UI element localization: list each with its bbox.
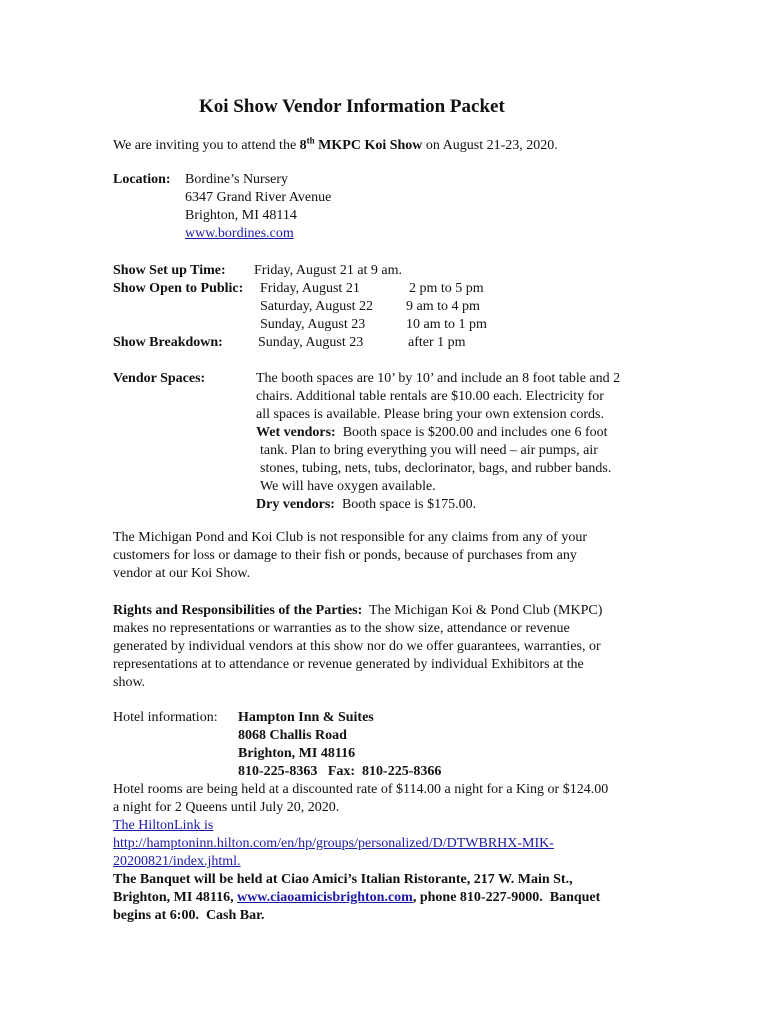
rights-paragraph <box>113 602 602 692</box>
public-time: 9 am to 4 pm <box>406 299 480 314</box>
vendor-text <box>256 370 620 514</box>
hilton-link[interactable]: 20200821/index.jhtml. <box>113 854 241 869</box>
rights-line: generated by individual vendors at this show nor do we offer guarantees, warranties, or <box>113 639 601 654</box>
hotel-details <box>113 781 608 925</box>
hotel-name: Hampton Inn & Suites <box>238 710 374 725</box>
hotel-phones: 810-225-8363 Fax: 810-225-8366 <box>238 764 442 779</box>
location-address <box>185 171 331 243</box>
public-time: 2 pm to 5 pm <box>409 281 484 296</box>
hilton-link[interactable]: http://hamptoninn.hilton.com/en/hp/groups/personalized/D/DTWBRHX-MIK- <box>113 836 554 851</box>
vendor-line: all spaces is available. Please bring your own extension cords. <box>256 407 604 422</box>
vendor-label: Vendor Spaces: <box>113 371 206 386</box>
disclaimer-paragraph <box>113 529 587 583</box>
wet-vendors-line <box>256 424 620 442</box>
public-time: 10 am to 1 pm <box>406 317 487 332</box>
hotel-city: Brighton, MI 48116 <box>238 746 356 761</box>
banquet-prefix: Brighton, MI 48116, <box>113 890 238 905</box>
location-label: Location: <box>113 172 171 187</box>
rights-line <box>113 602 602 620</box>
show-name: MKPC Koi Show <box>314 138 423 153</box>
disclaimer-line: The Michigan Pond and Koi Club is not responsible for any claims from any of your <box>113 530 587 545</box>
breakdown-time: after 1 pm <box>408 335 466 350</box>
banquet-line: The Banquet will be held at Ciao Amici’s Italian Ristorante, 217 W. Main St., <box>113 872 573 887</box>
breakdown-label: Show Breakdown: <box>113 335 223 350</box>
intro-prefix: We are inviting you to attend the <box>113 138 300 153</box>
rights-line: makes no representations or warranties as to the show size, attendance or revenue <box>113 621 570 636</box>
wet-vendors-line: tank. Plan to bring everything you will need – air pumps, air <box>260 443 598 458</box>
ordinal-number: 8 <box>299 138 307 153</box>
setup-value: Friday, August 21 at 9 am. <box>254 263 403 278</box>
public-day: Saturday, August 22 <box>260 299 374 314</box>
dry-vendors-text: Booth space is $175.00. <box>334 497 477 512</box>
ordinal-suffix: th <box>306 135 315 146</box>
wet-vendors-label: Wet vendors: <box>256 425 336 440</box>
hotel-label: Hotel information: <box>113 710 218 725</box>
location-city: Brighton, MI 48114 <box>185 208 297 223</box>
banquet-url-link[interactable]: www.ciaoamicisbrighton.com <box>237 890 413 905</box>
rights-line: representations at to attendance or revenue generated by individual Exhibitors at the <box>113 657 584 672</box>
wet-vendors-line: We will have oxygen available. <box>260 479 436 494</box>
disclaimer-line: vendor at our Koi Show. <box>113 566 251 581</box>
public-label: Show Open to Public: <box>113 281 244 296</box>
dry-vendors-line <box>256 496 620 514</box>
vendor-line: chairs. Additional table rentals are $10.00 each. Electricity for <box>256 389 604 404</box>
location-name: Bordine’s Nursery <box>185 172 289 187</box>
wet-vendors-line: stones, tubing, nets, tubs, declorinator, bags, and rubber bands. <box>260 461 612 476</box>
hotel-address <box>238 709 441 781</box>
hilton-link[interactable]: The HiltonLink is <box>113 818 214 833</box>
wet-vendors-text: Booth space is $200.00 and includes one 6 foot <box>335 425 608 440</box>
location-url-link[interactable]: www.bordines.com <box>185 226 294 241</box>
public-day: Friday, August 21 <box>260 281 360 296</box>
intro-suffix: on August 21-23, 2020. <box>422 138 558 153</box>
rights-first-text: The Michigan Koi & Pond Club (MKPC) <box>362 603 603 618</box>
public-day: Sunday, August 23 <box>260 317 366 332</box>
setup-label: Show Set up Time: <box>113 263 226 278</box>
intro-paragraph <box>113 137 558 155</box>
disclaimer-line: customers for loss or damage to their fish or ponds, because of purchases from any <box>113 548 577 563</box>
hotel-rate-line: Hotel rooms are being held at a discounted rate of $114.00 a night for a King or $124.00 <box>113 782 609 797</box>
dry-vendors-label: Dry vendors: <box>256 497 335 512</box>
page-title: Koi Show Vendor Information Packet <box>199 96 505 117</box>
banquet-line <box>113 889 608 907</box>
vendor-line: The booth spaces are 10’ by 10’ and include an 8 foot table and 2 <box>256 371 621 386</box>
location-street: 6347 Grand River Avenue <box>185 190 332 205</box>
rights-label: Rights and Responsibilities of the Parties: <box>113 603 363 618</box>
public-days <box>260 280 373 334</box>
breakdown-day: Sunday, August 23 <box>258 335 364 350</box>
hotel-street: 8068 Challis Road <box>238 728 347 743</box>
rights-line: show. <box>113 675 146 690</box>
hotel-rate-line: a night for 2 Queens until July 20, 2020. <box>113 800 340 815</box>
banquet-line: begins at 6:00. Cash Bar. <box>113 908 265 923</box>
banquet-suffix: , phone 810-227-9000. Banquet <box>412 890 601 905</box>
